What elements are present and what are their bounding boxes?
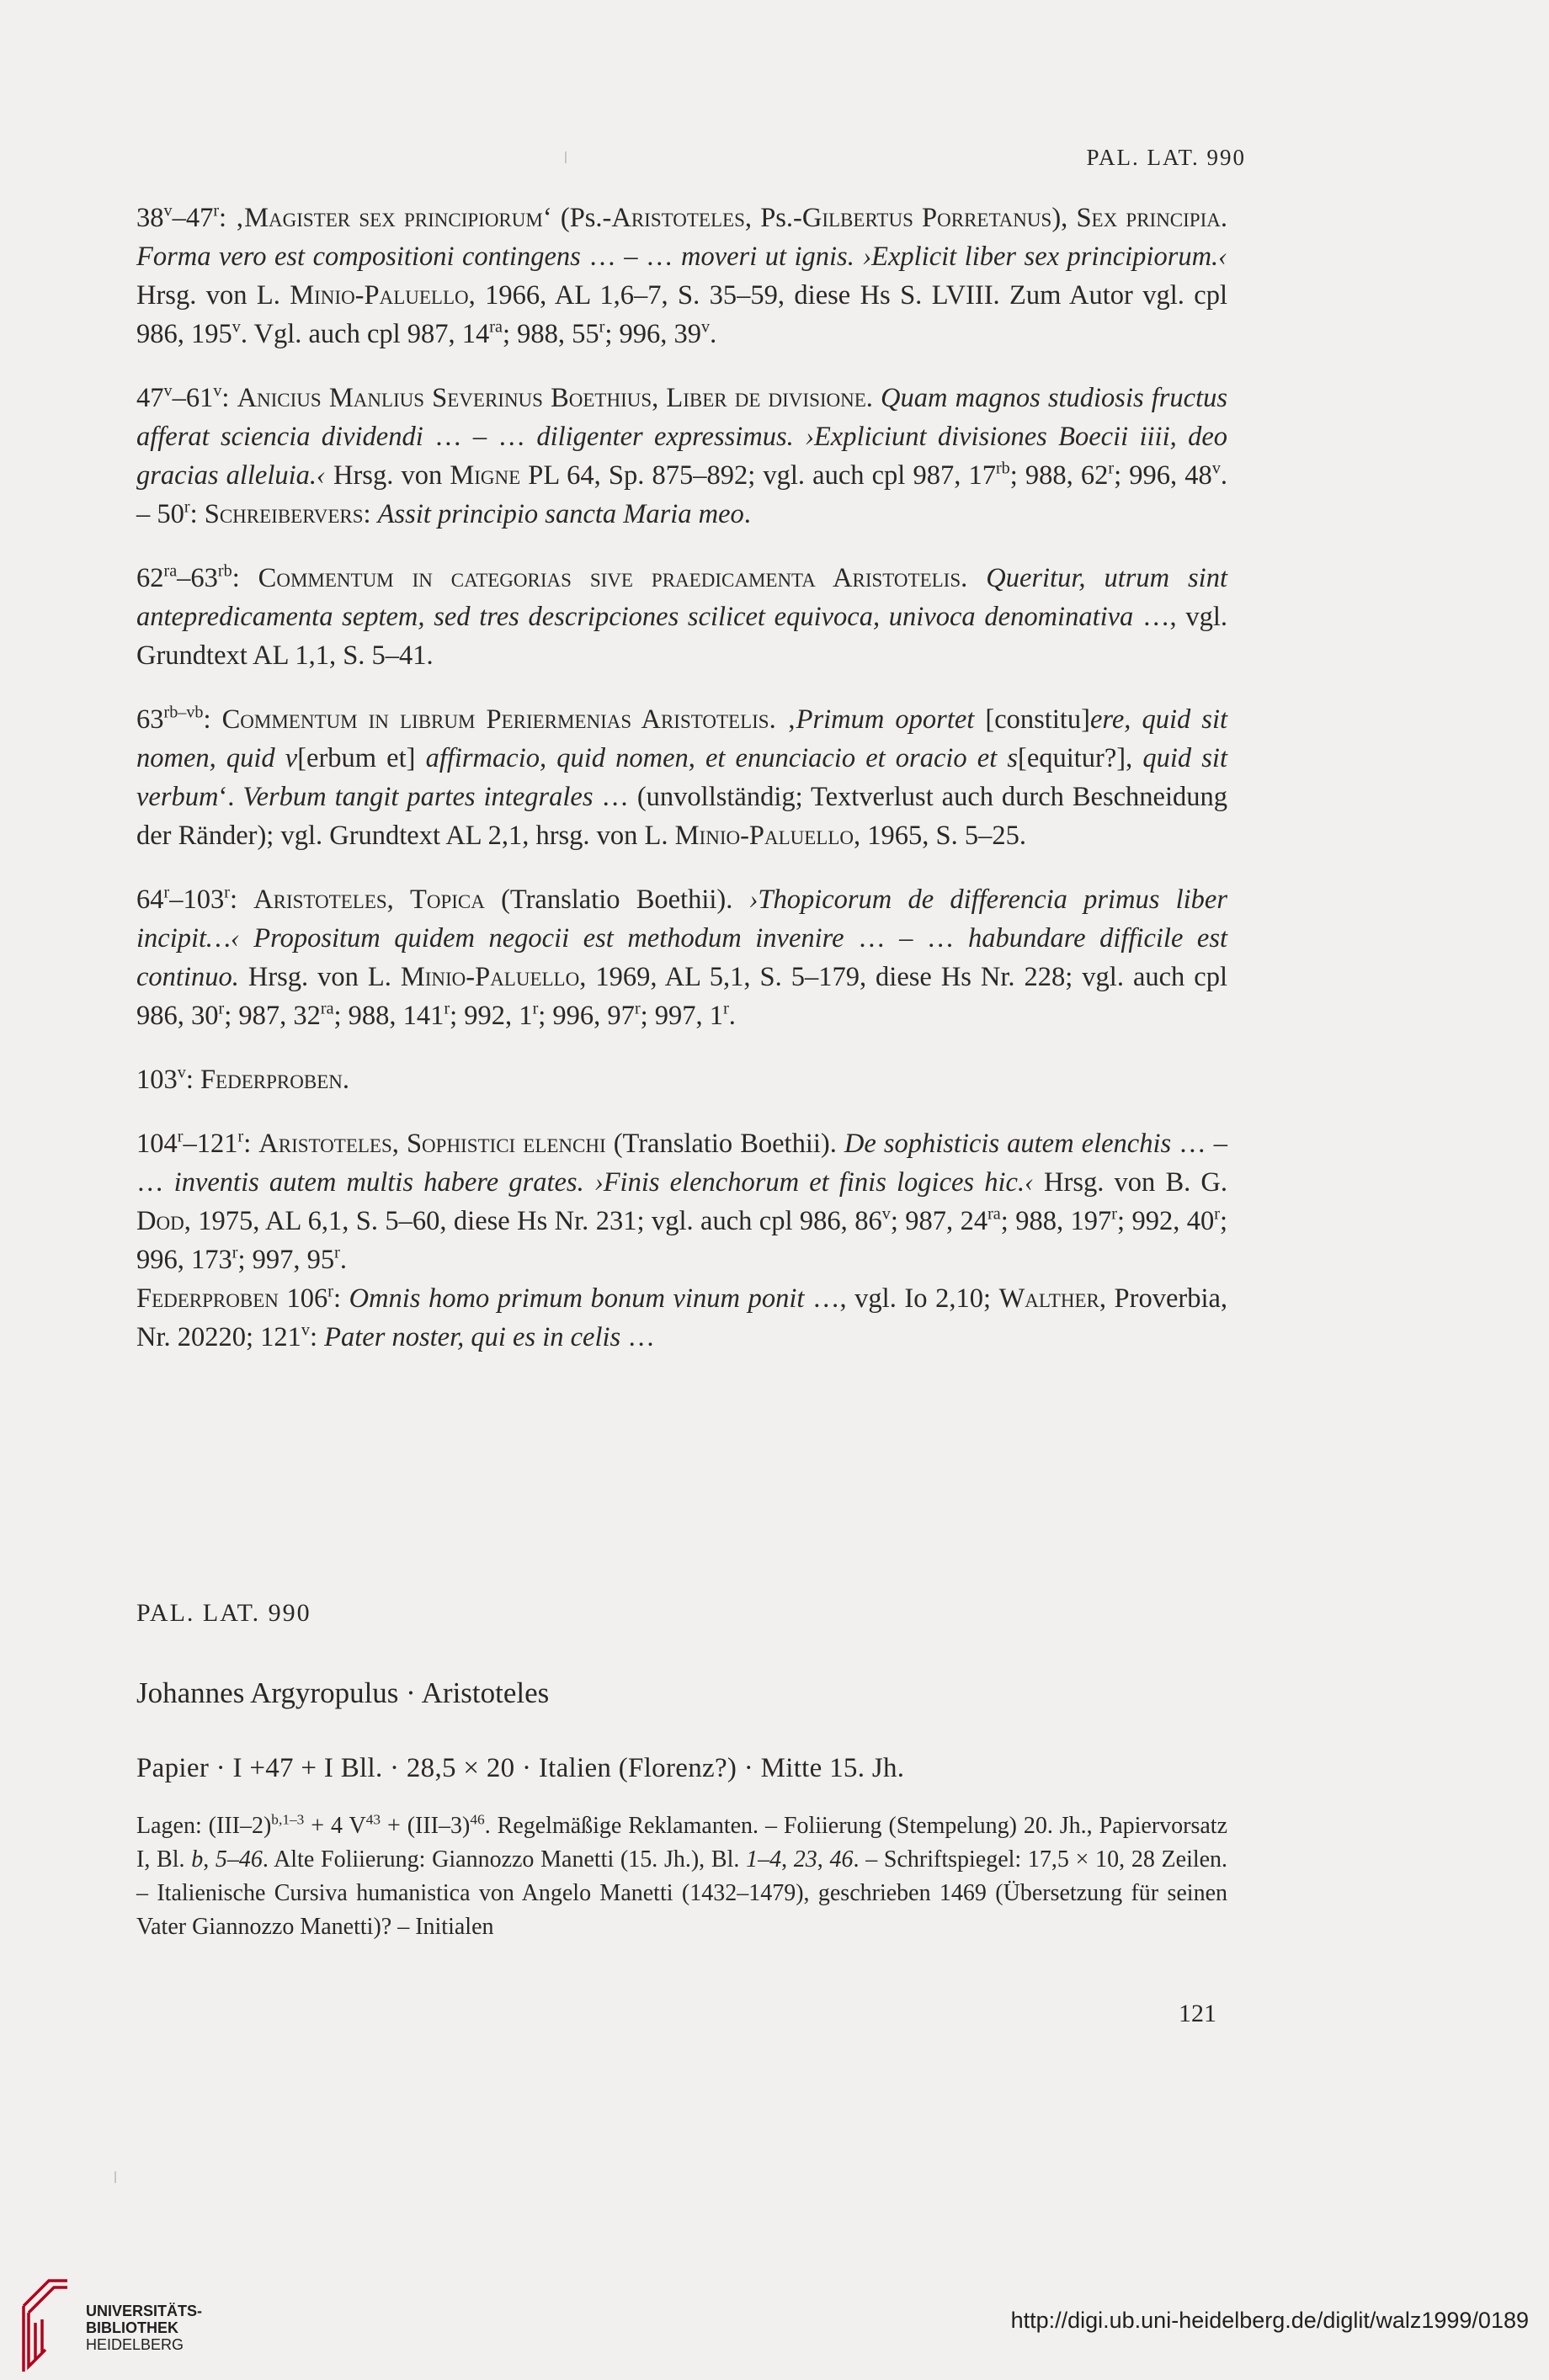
entry-text: .	[342, 1065, 349, 1095]
lagen-text: 1–4	[746, 1846, 782, 1873]
entry-text: Commentum in categorias sive praedicamenta Aristotelis	[258, 563, 961, 593]
catalog-entries	[136, 199, 1227, 1382]
lagen-text: 5–46	[215, 1846, 263, 1873]
entry-text: r	[723, 999, 729, 1018]
entry-text: , Proverbia, Nr. 20220; 121	[136, 1283, 1228, 1352]
entry-text: Omnis homo primum bonum vinum ponit	[349, 1283, 805, 1314]
entry-text: ; 988, 62	[1009, 460, 1109, 491]
entry-text: :	[185, 1065, 200, 1095]
entry-text: v	[301, 1320, 310, 1340]
entry-text: …, vgl. Io 2,10;	[804, 1283, 999, 1314]
entry-text: rb–vb	[163, 703, 204, 722]
entry-text: Verbum tangit partes integrales	[242, 782, 594, 812]
entry-text: 38	[136, 203, 164, 233]
entry-text: Aristoteles	[611, 203, 745, 233]
catalog-entry	[136, 700, 1227, 855]
entry-text: –103	[169, 885, 225, 915]
entry-text: –121	[183, 1129, 238, 1159]
entry-text: :	[232, 563, 258, 593]
entry-text: rb	[217, 561, 232, 581]
entry-text: … – …	[580, 242, 681, 272]
entry-text: ),	[1051, 203, 1077, 233]
entry-text: .	[339, 1245, 347, 1275]
catalog-entry	[136, 1060, 1227, 1099]
entry-text: ; 988, 197	[1000, 1206, 1112, 1236]
library-logo-icon	[17, 2272, 76, 2380]
entry-text: .	[728, 1001, 736, 1031]
entry-text: Hrsg. von L.	[238, 962, 401, 992]
entry-text: Assit principio sancta Maria meo	[377, 499, 744, 529]
entry-text: Hrsg. von L.	[136, 280, 290, 311]
entry-text: Commentum in librum Periermenias Aristotelis	[221, 704, 769, 735]
entry-text: .	[1220, 203, 1227, 233]
section-title: Johannes Argyropulus · Aristoteles	[136, 1676, 550, 1709]
entry-text: Minio-Paluello	[400, 962, 580, 992]
entry-text: 103	[136, 1065, 178, 1095]
entry-text: r	[532, 999, 539, 1018]
entry-text: v	[213, 381, 222, 401]
entry-text: :	[309, 1322, 325, 1352]
logo-line-2: BIBLIOTHEK	[86, 2319, 178, 2336]
entry-text: Sophistici elenchi	[406, 1129, 606, 1159]
entry-text: ; 987, 24	[890, 1206, 988, 1236]
logo-line-3: HEIDELBERG	[86, 2336, 184, 2353]
lagen-text: b	[191, 1846, 204, 1873]
lagen-text: Lagen: (III–2)	[136, 1813, 272, 1839]
entry-text: .	[865, 383, 881, 413]
physical-description: Papier · I +47 + I Bll. · 28,5 × 20 · Italien (Florenz?) · Mitte 15. Jh.	[136, 1753, 905, 1783]
entry-text: r	[224, 883, 230, 902]
entry-text: …	[620, 1322, 655, 1352]
entry-text: 106	[278, 1283, 328, 1314]
entry-text: (Translatio Boethii).	[484, 885, 749, 915]
entry-text: moveri ut ignis. ›Explicit liber sex principiorum.‹	[680, 242, 1228, 272]
entry-text: Anicius Manlius Severinus Boethius	[237, 383, 652, 413]
entry-text: , 1966, AL 1,6–7, S. 35–59, diese Hs S. LVIII. Zum Autor vgl. cpl 986, 195	[136, 280, 1228, 349]
entry-text: Minio-Paluello	[290, 280, 469, 311]
entry-text: ; 996, 173	[136, 1206, 1227, 1275]
entry-text: 104	[136, 1129, 178, 1159]
entry-text: Forma vero est compositioni contingens	[136, 242, 581, 272]
entry-text: ; 996, 48	[1114, 460, 1212, 491]
entry-text: ›Thopicorum de differencia primus liber incipit…‹ Propositum quidem negocii est methodum invenire	[136, 885, 1227, 954]
entry-text: ,	[652, 383, 667, 413]
entry-text: rb	[995, 459, 1010, 478]
entry-text: .	[743, 499, 751, 529]
entry-text: habundare difficile est continuo.	[136, 923, 1228, 992]
entry-text: (Translatio Boethii).	[605, 1129, 844, 1159]
entry-text: , 1975, AL 6,1, S. 5–60, diese Hs Nr. 231; vgl. auch cpl 986, 86	[184, 1206, 882, 1236]
lagen-text: 43	[365, 1811, 381, 1828]
entry-text: Primum oportet	[796, 704, 975, 735]
entry-text: –61	[172, 383, 214, 413]
entry-text: Walther	[998, 1283, 1099, 1314]
scan-mark	[565, 151, 567, 163]
entry-text: , Ps.-	[744, 203, 802, 233]
entry-text: [erbum et]	[297, 743, 426, 773]
section-shelfmark: PAL. LAT. 990	[136, 1599, 311, 1627]
entry-text: r	[237, 1127, 244, 1146]
entry-text: Quam magnos studiosis fructus afferat sciencia dividendi	[136, 383, 1228, 452]
lagen-text: 46	[470, 1811, 485, 1828]
entry-text: 63	[136, 704, 164, 735]
entry-text: , 1969, AL 5,1, S. 5–179, diese Hs Nr. 228; vgl. auch cpl 986, 30	[136, 962, 1227, 1031]
entry-text: Gilbertus Porretanus	[801, 203, 1052, 233]
entry-text: ,	[386, 885, 410, 915]
entry-text: v	[881, 1204, 891, 1224]
entry-text: :	[189, 499, 205, 529]
entry-text: r	[184, 497, 190, 517]
entry-text: . – 50	[136, 460, 1228, 529]
lagen-text: + (III–3)	[381, 1813, 471, 1839]
lagen-text: . Alte Foliierung: Giannozzo Manetti (15. Jh.), Bl.	[262, 1846, 747, 1873]
entry-text: Hrsg. von B. G.	[1033, 1167, 1228, 1198]
codicological-description	[136, 1809, 1227, 1944]
entry-text: r	[177, 1127, 184, 1146]
entry-text: r	[1108, 459, 1115, 478]
entry-text: r	[599, 317, 605, 337]
catalog-entry	[136, 199, 1227, 353]
lagen-text: . – Schriftspiegel: 17,5 × 10, 28 Zeilen. – Italienische Cursiva humanistica von Angelo Manetti (1432–1479), geschrieben 1469 (Übersetzung für seinen Vater Giannozzo Manetti)? – Initialen	[136, 1846, 1228, 1940]
catalog-entry	[136, 559, 1227, 675]
entry-text: ra	[163, 561, 178, 581]
source-url-link[interactable]: http://digi.ub.uni-heidelberg.de/diglit/walz1999/0189	[1010, 2308, 1529, 2333]
entry-text: ; 992, 1	[450, 1001, 533, 1031]
entry-text: v	[1211, 459, 1221, 478]
entry-text: ere, quid sit nomen, quid v	[136, 704, 1228, 773]
entry-text: Schreibervers	[204, 499, 364, 529]
entry-text: De sophisticis autem elenchis	[844, 1129, 1172, 1159]
entry-text: ‘.	[218, 782, 243, 812]
entry-text: ,	[391, 1129, 407, 1159]
entry-text: ; 988, 141	[333, 1001, 444, 1031]
entry-text: v	[232, 317, 241, 337]
entry-text: …, vgl. Grundtext AL 1,1, S. 5–41.	[136, 602, 1228, 671]
entry-text: Federproben	[136, 1283, 279, 1314]
entry-text: Migne	[450, 460, 521, 491]
entry-text: v	[700, 317, 711, 337]
entry-text: 47	[136, 383, 164, 413]
entry-text: Magister sex principiorum	[244, 203, 543, 233]
lagen-text: 46	[829, 1846, 854, 1873]
entry-text: r	[218, 999, 225, 1018]
entry-text: ; 992, 40	[1116, 1206, 1215, 1236]
lagen-text: + 4 V	[304, 1813, 366, 1839]
catalog-entry	[136, 1279, 1227, 1357]
entry-text: r	[634, 999, 641, 1018]
lagen-text: ,	[817, 1846, 830, 1873]
entry-text: … – …	[844, 923, 968, 954]
scan-mark	[114, 2171, 116, 2183]
entry-text: ra	[987, 1204, 1001, 1224]
entry-text: ra	[489, 317, 503, 337]
lagen-text: 23	[793, 1846, 817, 1873]
lagen-text: ,	[781, 1846, 794, 1873]
entry-text: ‘ (Ps.-	[542, 203, 612, 233]
entry-text: Queritur, utrum sint antepredicamenta septem, sed tres descripciones scilicet equivoca, univoca denominativa	[136, 563, 1227, 632]
entry-text: : ‚	[219, 203, 245, 233]
entry-text: ; 996, 97	[538, 1001, 635, 1031]
entry-text: ; 988, 55	[502, 319, 599, 349]
entry-text: Dod	[136, 1206, 184, 1236]
entry-text: ; 997, 95	[237, 1245, 335, 1275]
entry-text: –47	[172, 203, 214, 233]
lagen-text: b,1–3	[271, 1811, 305, 1828]
entry-text: Pater noster, qui es in celis	[324, 1322, 621, 1352]
entry-text: [constitu]	[974, 704, 1090, 735]
entry-text: r	[232, 1243, 238, 1262]
catalog-entry	[136, 379, 1227, 534]
entry-text: v	[163, 381, 173, 401]
running-head: PAL. LAT. 990	[1086, 145, 1246, 170]
entry-text: Hrsg. von	[325, 460, 450, 491]
entry-text: Liber de divisione	[666, 383, 866, 413]
library-logo[interactable]	[17, 2272, 236, 2380]
entry-text: [equitur?],	[1018, 743, 1143, 773]
entry-text: quid sit verbum	[136, 743, 1227, 812]
entry-text: Minio-Paluello	[674, 821, 854, 851]
entry-text: … – …	[136, 1129, 1227, 1198]
entry-text: –63	[177, 563, 218, 593]
entry-text: PL 64, Sp. 875–892; vgl. auch cpl 987, 17	[520, 460, 996, 491]
library-logo-text	[86, 2303, 202, 2353]
entry-text: , 1965, S. 5–25.	[854, 821, 1026, 851]
entry-text: . ‚	[769, 704, 796, 735]
entry-text: 62	[136, 563, 164, 593]
entry-text: r	[213, 201, 220, 220]
entry-text: :	[229, 885, 254, 915]
entry-text: ; 997, 1	[640, 1001, 724, 1031]
catalog-entry	[136, 880, 1227, 1035]
entry-text: Topica	[410, 885, 485, 915]
entry-text: r	[163, 883, 170, 902]
entry-text: Aristoteles	[258, 1129, 392, 1159]
entry-text: . Vgl. auch cpl 987, 14	[240, 319, 490, 349]
catalog-entry	[136, 1124, 1227, 1279]
page-number: 121	[1179, 2000, 1216, 2027]
entry-text: r	[1111, 1204, 1117, 1224]
entry-text: Federproben	[200, 1065, 343, 1095]
entry-text: r	[444, 999, 450, 1018]
entry-text: 64	[136, 885, 164, 915]
entry-text: ; 996, 39	[604, 319, 701, 349]
footer	[0, 2272, 1549, 2380]
entry-text: :	[203, 704, 222, 735]
entry-text: … (unvollständig; Textverlust auch durch Beschneidung der Ränder); vgl. Grundtext AL 2,1, hrsg. von L.	[136, 782, 1227, 851]
entry-text: r	[327, 1282, 333, 1301]
entry-text: ra	[320, 999, 334, 1018]
entry-text: r	[334, 1243, 340, 1262]
entry-text: inventis autem multis habere grates. ›Finis elenchorum et finis logices hic.‹	[173, 1167, 1034, 1198]
entry-text: :	[221, 383, 237, 413]
logo-line-1: UNIVERSITÄTS-	[86, 2303, 203, 2319]
entry-text: :	[243, 1129, 259, 1159]
entry-text: affirmacio, quid nomen, et enunciacio et oracio et s	[425, 743, 1018, 773]
entry-text: diligenter expressimus. ›Expliciunt divisiones Boecii iiii, deo gracias alleluia.‹	[136, 422, 1227, 491]
entry-text: .	[710, 319, 717, 349]
entry-text: … – …	[423, 422, 537, 452]
lagen-text: . Regelmäßige Reklamanten. – Foliierung (Stempelung) 20. Jh., Papiervorsatz I, Bl.	[136, 1813, 1228, 1873]
lagen-text: ,	[203, 1846, 216, 1873]
entry-text: :	[363, 499, 378, 529]
entry-text: v	[177, 1063, 186, 1082]
entry-text: :	[333, 1283, 349, 1314]
entry-text: v	[163, 201, 173, 220]
entry-text: .	[961, 563, 987, 593]
entry-text: r	[1214, 1204, 1220, 1224]
entry-text: ; 987, 32	[224, 1001, 321, 1031]
entry-text: Aristoteles	[253, 885, 387, 915]
entry-text: Sex principia	[1076, 203, 1221, 233]
